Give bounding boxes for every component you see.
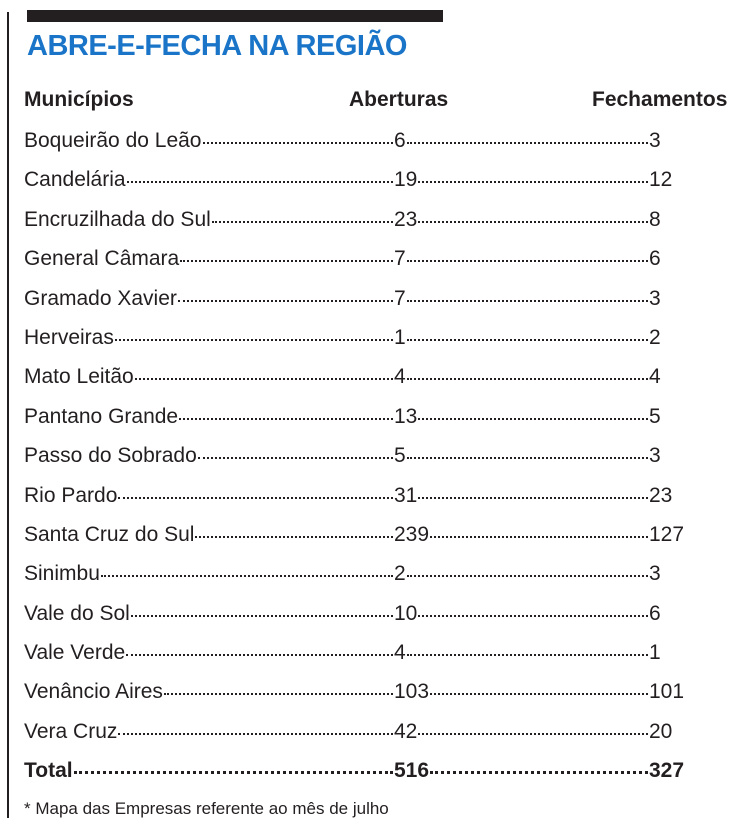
municipio-cell xyxy=(24,279,394,318)
fechamentos-value: 8 xyxy=(649,207,661,231)
aberturas-cell xyxy=(394,239,649,278)
table-header xyxy=(24,86,750,114)
aberturas-value: 2 xyxy=(394,562,406,586)
aberturas-value: 4 xyxy=(394,641,406,665)
municipio-cell xyxy=(24,436,394,475)
aberturas-value: 13 xyxy=(394,404,418,428)
total-label: Total xyxy=(24,759,73,783)
fechamentos-value: 101 xyxy=(649,680,685,704)
table-row xyxy=(24,476,750,515)
dot-leader xyxy=(407,142,648,144)
aberturas-value: 42 xyxy=(394,719,418,743)
dot-leader xyxy=(407,260,648,262)
dot-leader xyxy=(430,771,648,774)
municipio-cell xyxy=(24,554,394,593)
municipio-cell xyxy=(24,200,394,239)
municipio-name: Vale do Sol xyxy=(24,601,130,625)
municipio-cell xyxy=(24,160,394,199)
header-municipios: Municípios xyxy=(24,88,134,111)
municipio-name: Mato Leitão xyxy=(24,365,134,389)
fechamentos-value: 3 xyxy=(649,444,661,468)
dot-leader xyxy=(407,457,648,459)
aberturas-cell xyxy=(394,751,649,790)
aberturas-value: 103 xyxy=(394,680,430,704)
dot-leader xyxy=(164,693,393,695)
municipio-cell xyxy=(24,633,394,672)
aberturas-cell xyxy=(394,160,649,199)
dot-leader xyxy=(126,654,393,656)
aberturas-cell xyxy=(394,397,649,436)
aberturas-cell xyxy=(394,633,649,672)
table-row xyxy=(24,121,750,160)
dot-leader xyxy=(203,142,394,144)
municipio-name: Sinimbu xyxy=(24,562,100,586)
dot-leader xyxy=(407,378,648,380)
dot-leader xyxy=(407,654,648,656)
aberturas-value: 7 xyxy=(394,247,406,271)
municipio-name: Vera Cruz xyxy=(24,719,118,743)
page-title: ABRE-E-FECHA NA REGIÃO xyxy=(27,30,407,62)
municipio-name: Rio Pardo xyxy=(24,483,118,507)
municipio-name: Santa Cruz do Sul xyxy=(24,522,195,546)
dot-leader xyxy=(131,615,393,617)
fechamentos-value: 20 xyxy=(649,719,673,743)
dot-leader xyxy=(118,733,393,735)
aberturas-value: 239 xyxy=(394,522,430,546)
fechamentos-value: 127 xyxy=(649,522,685,546)
footnote: * Mapa das Empresas referente ao mês de julho xyxy=(24,799,389,818)
table-row xyxy=(24,515,750,554)
dot-leader xyxy=(212,221,393,223)
table-row xyxy=(24,200,750,239)
municipio-name: Venâncio Aires xyxy=(24,680,163,704)
aberturas-value: 10 xyxy=(394,601,418,625)
dot-leader xyxy=(74,771,393,774)
aberturas-value: 516 xyxy=(394,759,430,783)
municipio-cell xyxy=(24,476,394,515)
municipio-cell xyxy=(24,594,394,633)
municipio-name: Passo do Sobrado xyxy=(24,444,197,468)
dot-leader xyxy=(418,615,648,617)
table-body xyxy=(24,121,750,791)
table-row xyxy=(24,318,750,357)
fechamentos-value: 6 xyxy=(649,247,661,271)
table-row xyxy=(24,436,750,475)
municipio-name: General Câmara xyxy=(24,247,180,271)
aberturas-value: 19 xyxy=(394,168,418,192)
dot-leader xyxy=(407,575,648,577)
aberturas-value: 6 xyxy=(394,129,406,152)
dot-leader xyxy=(407,339,648,341)
dot-leader xyxy=(418,733,648,735)
municipio-cell xyxy=(24,357,394,396)
municipio-cell xyxy=(24,121,394,160)
table-row xyxy=(24,279,750,318)
dot-leader xyxy=(418,418,648,420)
dot-leader xyxy=(418,221,648,223)
fechamentos-value: 5 xyxy=(649,404,661,428)
fechamentos-value: 12 xyxy=(649,168,673,192)
dot-leader xyxy=(430,536,648,538)
dot-leader xyxy=(418,181,648,183)
fechamentos-value: 3 xyxy=(649,129,661,152)
municipio-cell xyxy=(24,318,394,357)
dot-leader xyxy=(179,418,393,420)
dot-leader xyxy=(135,378,393,380)
dot-leader xyxy=(115,339,393,341)
dot-leader xyxy=(127,181,393,183)
left-border-rule xyxy=(7,12,9,818)
municipio-cell xyxy=(24,397,394,436)
dot-leader xyxy=(198,457,393,459)
table-row xyxy=(24,397,750,436)
municipio-cell xyxy=(24,515,394,554)
aberturas-value: 1 xyxy=(394,325,406,349)
municipio-name: Gramado Xavier xyxy=(24,286,177,310)
municipio-name: Encruzilhada do Sul xyxy=(24,207,211,231)
aberturas-value: 7 xyxy=(394,286,406,310)
aberturas-cell xyxy=(394,515,649,554)
municipio-cell xyxy=(24,712,394,751)
aberturas-cell xyxy=(394,200,649,239)
table-row xyxy=(24,239,750,278)
aberturas-value: 31 xyxy=(394,483,418,507)
dot-leader xyxy=(180,260,393,262)
dot-leader xyxy=(430,693,648,695)
aberturas-cell xyxy=(394,476,649,515)
dot-leader xyxy=(118,497,393,499)
header-fechamentos: Fechamentos xyxy=(592,88,728,111)
dot-leader xyxy=(178,300,393,302)
fechamentos-value: 3 xyxy=(649,562,661,586)
fechamentos-value: 2 xyxy=(649,325,661,349)
total-label-cell xyxy=(24,751,394,790)
aberturas-cell xyxy=(394,357,649,396)
fechamentos-value: 1 xyxy=(649,641,661,665)
municipio-name: Boqueirão do Leão xyxy=(24,129,202,152)
aberturas-cell xyxy=(394,672,649,711)
table-row xyxy=(24,633,750,672)
table-row xyxy=(24,712,750,751)
fechamentos-value: 23 xyxy=(649,483,673,507)
aberturas-cell xyxy=(394,279,649,318)
fechamentos-value: 3 xyxy=(649,286,661,310)
municipio-name: Vale Verde xyxy=(24,641,126,665)
fechamentos-value: 6 xyxy=(649,601,661,625)
fechamentos-value: 4 xyxy=(649,365,661,389)
total-row xyxy=(24,751,750,790)
municipio-cell xyxy=(24,239,394,278)
municipio-cell xyxy=(24,672,394,711)
dot-leader xyxy=(418,497,648,499)
top-decorative-bar xyxy=(27,10,443,22)
table-row xyxy=(24,554,750,593)
aberturas-cell xyxy=(394,436,649,475)
aberturas-cell xyxy=(394,712,649,751)
aberturas-cell xyxy=(394,554,649,593)
table-row xyxy=(24,594,750,633)
aberturas-cell xyxy=(394,318,649,357)
dot-leader xyxy=(101,575,393,577)
aberturas-value: 4 xyxy=(394,365,406,389)
fechamentos-value: 327 xyxy=(649,759,685,783)
municipio-name: Herveiras xyxy=(24,325,114,349)
municipio-name: Candelária xyxy=(24,168,126,192)
aberturas-cell xyxy=(394,121,649,160)
aberturas-value: 5 xyxy=(394,444,406,468)
header-aberturas: Aberturas xyxy=(349,88,449,111)
aberturas-cell xyxy=(394,594,649,633)
table-row xyxy=(24,357,750,396)
dot-leader xyxy=(407,300,648,302)
aberturas-value: 23 xyxy=(394,207,418,231)
table-row xyxy=(24,160,750,199)
table-row xyxy=(24,672,750,711)
dot-leader xyxy=(195,536,393,538)
municipio-name: Pantano Grande xyxy=(24,404,179,428)
